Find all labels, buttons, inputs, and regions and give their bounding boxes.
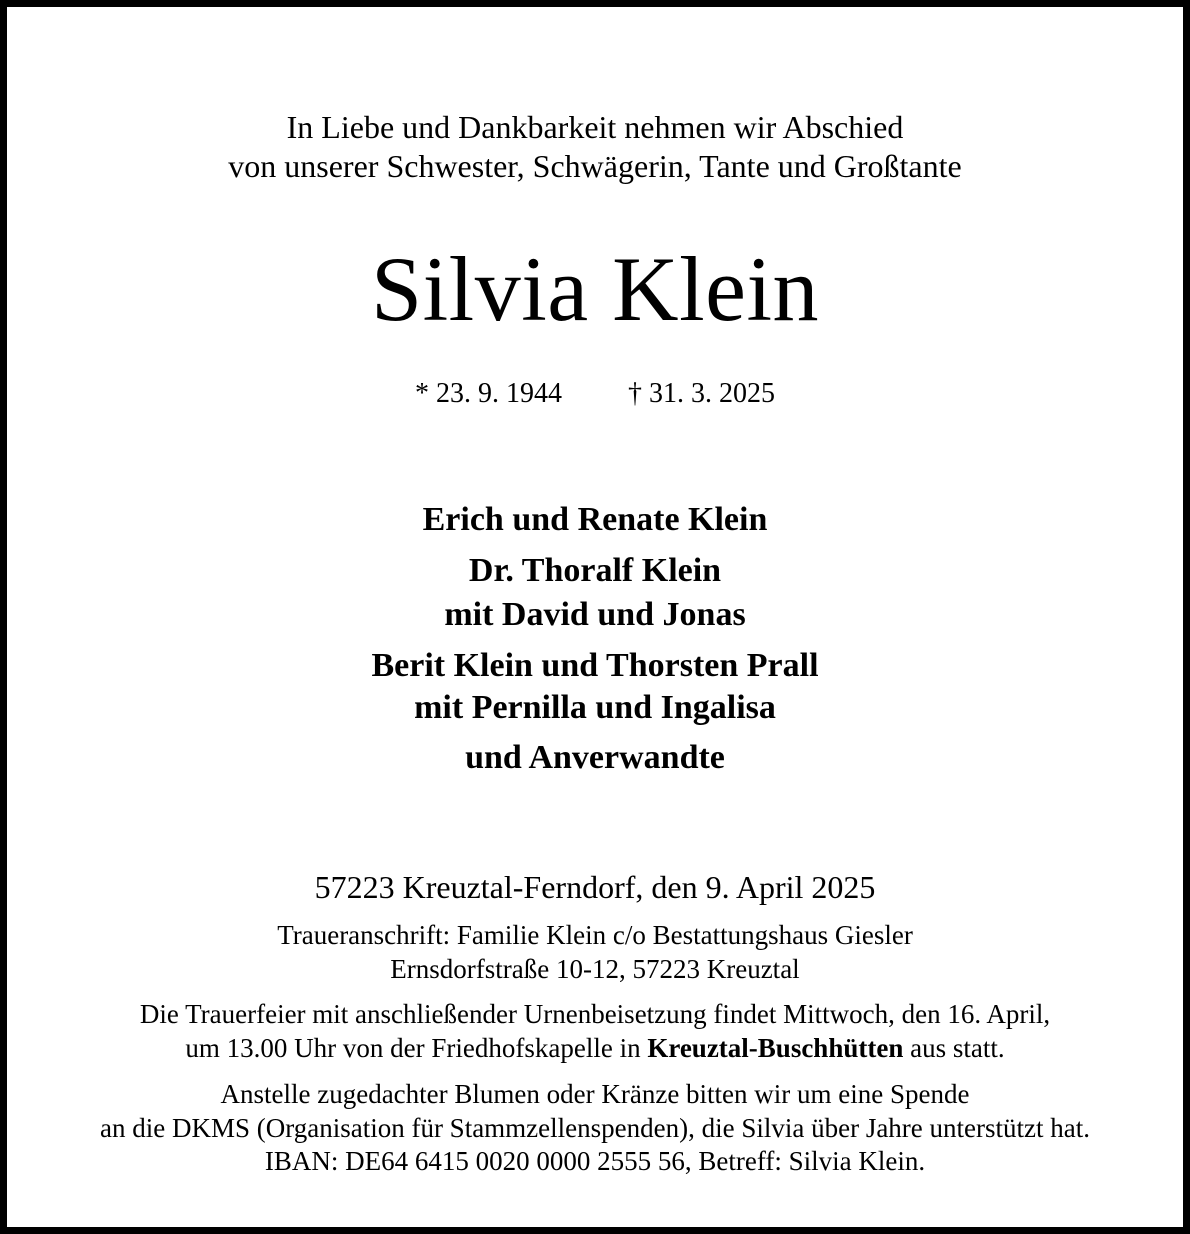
deceased-name: Silvia Klein <box>370 238 820 340</box>
donation-line-2: an die DKMS (Organisation für Stammzellenspenden), die Silvia über Jahre unterstützt hat. <box>99 1113 1090 1143</box>
mourner-line-4: Berit Klein und Thorsten Prall <box>371 647 819 684</box>
service-line-2 <box>7 1035 1183 1062</box>
service-location: Kreuztal-Buschhütten <box>647 1033 904 1063</box>
donation-line-3: IBAN: DE64 6415 0020 0000 2555 56, Betreff: Silvia Klein. <box>264 1146 926 1176</box>
death-date: † 31. 3. 2025 <box>628 378 775 409</box>
mourner-line-3: mit David und Jonas <box>444 596 746 633</box>
service-line-2-end: aus statt. <box>903 1033 1005 1063</box>
intro-line-2: von unserer Schwester, Schwägerin, Tante und Großtante <box>228 148 962 184</box>
donation-line-1: Anstelle zugedachter Blumen oder Kränze bitten wir um eine Spende <box>220 1079 970 1109</box>
intro-line-1: In Liebe und Dankbarkeit nehmen wir Abschied <box>286 109 904 145</box>
mourning-address-line-1: Traueranschrift: Familie Klein c/o Bestattungshaus Giesler <box>277 920 913 950</box>
mourner-line-1: Erich und Renate Klein <box>422 501 768 538</box>
life-dates <box>7 380 1183 408</box>
mourner-line-2: Dr. Thoralf Klein <box>468 552 722 589</box>
mourning-address-line-2: Ernsdorfstraße 10-12, 57223 Kreuztal <box>390 954 800 984</box>
place-and-date: 57223 Kreuztal-Ferndorf, den 9. April 2025 <box>314 869 876 905</box>
service-line-2-start: um 13.00 Uhr von der Friedhofskapelle in <box>185 1033 648 1063</box>
mourner-line-5: mit Pernilla und Ingalisa <box>414 689 776 726</box>
service-line-1: Die Trauerfeier mit anschließender Urnenbeisetzung findet Mittwoch, den 16. April, <box>139 999 1051 1029</box>
mourner-line-6: und Anverwandte <box>465 739 725 776</box>
birth-date: * 23. 9. 1944 <box>415 378 562 409</box>
